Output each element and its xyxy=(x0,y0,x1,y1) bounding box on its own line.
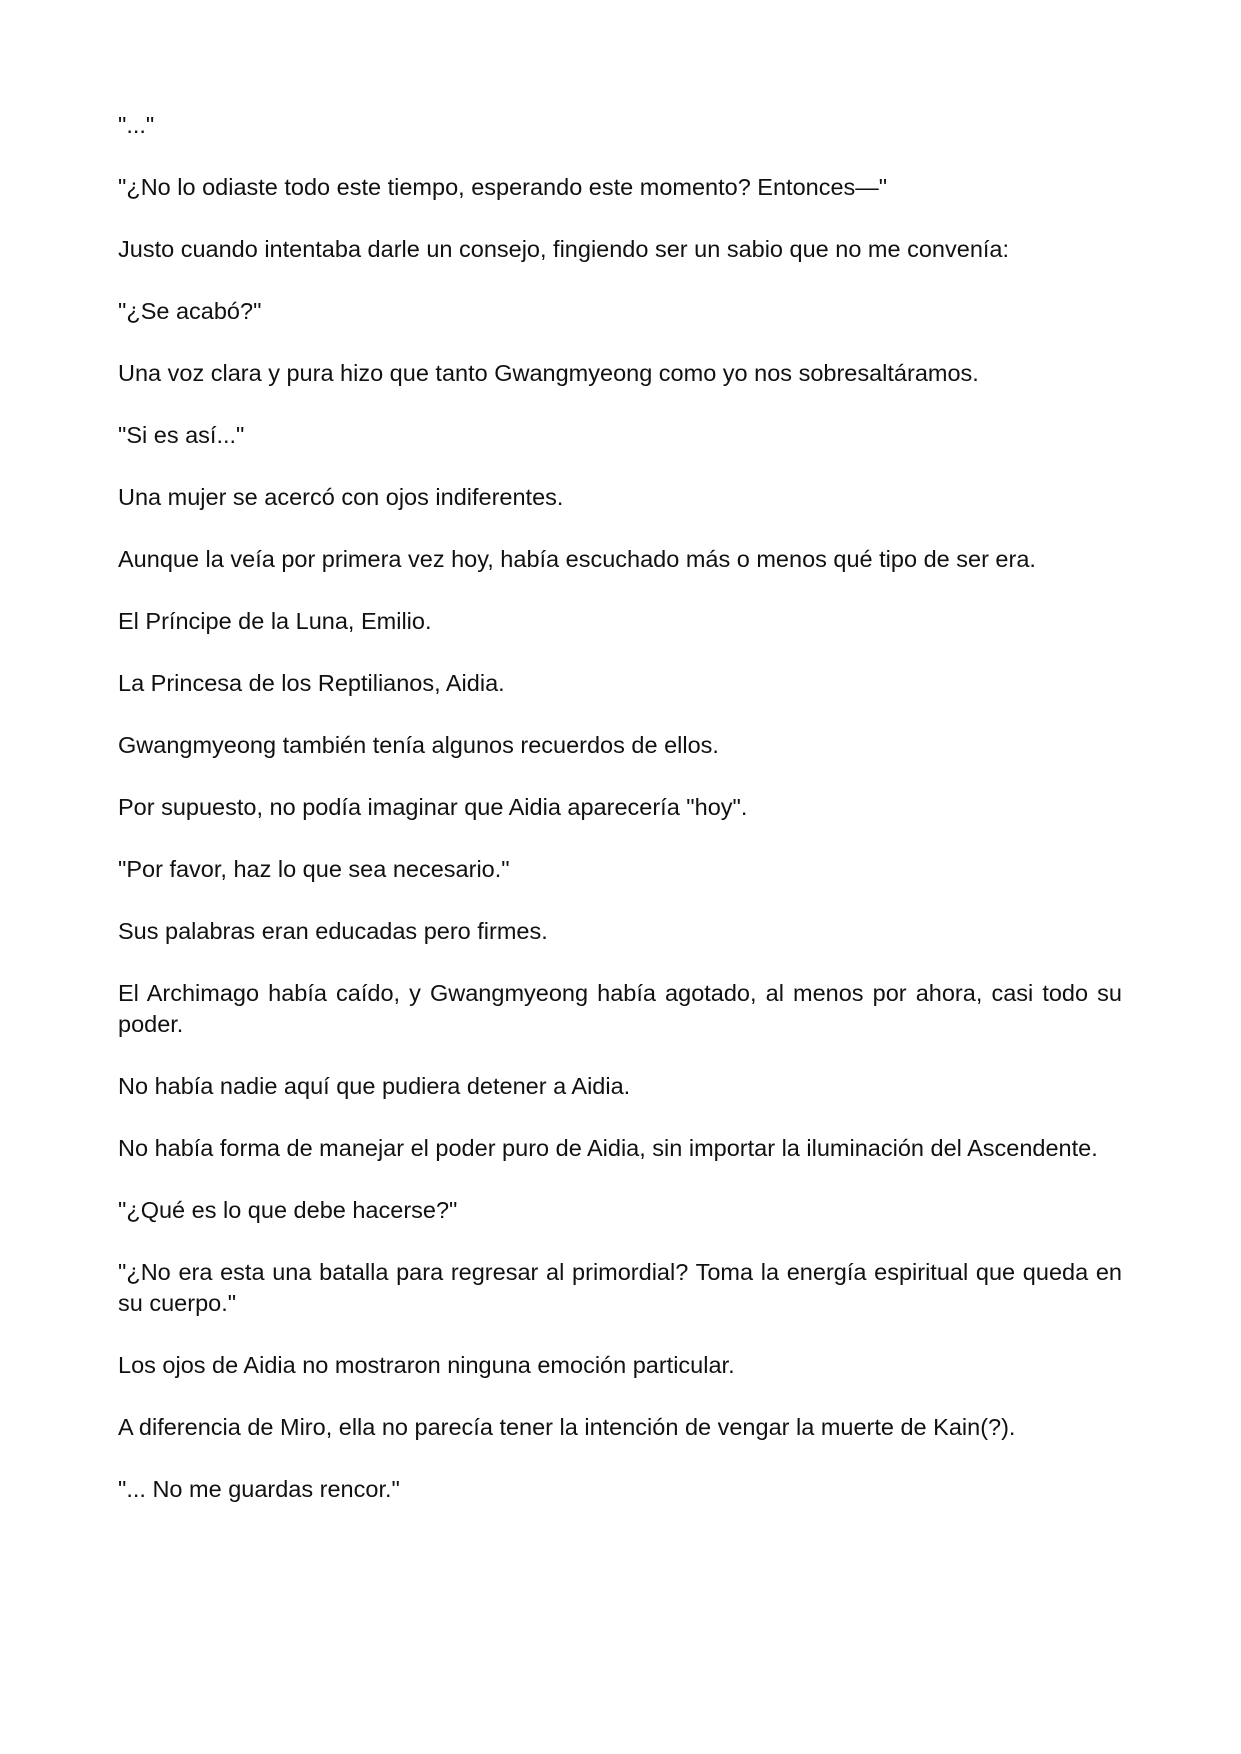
paragraph: Justo cuando intentaba darle un consejo, fingiendo ser un sabio que no me convenía: xyxy=(118,236,1010,262)
paragraph: No había nadie aquí que pudiera detener a Aidia. xyxy=(118,1073,631,1099)
paragraph: Una voz clara y pura hizo que tanto Gwangmyeong como yo nos sobresaltáramos. xyxy=(118,360,979,386)
paragraph: "..." xyxy=(118,112,155,138)
document-page xyxy=(118,110,1122,1536)
paragraph: "Por favor, haz lo que sea necesario." xyxy=(118,856,510,882)
paragraph: A diferencia de Miro, ella no parecía tener la intención de vengar la muerte de Kain(?). xyxy=(118,1414,1016,1440)
paragraph: No había forma de manejar el poder puro de Aidia, sin importar la iluminación del Ascendente. xyxy=(118,1135,1098,1161)
paragraph: Una mujer se acercó con ojos indiferentes. xyxy=(118,484,564,510)
paragraph: La Princesa de los Reptilianos, Aidia. xyxy=(118,670,505,696)
paragraph: Por supuesto, no podía imaginar que Aidia aparecería "hoy". xyxy=(118,794,748,820)
paragraph: "¿No lo odiaste todo este tiempo, esperando este momento? Entonces—" xyxy=(118,174,888,200)
paragraph: Gwangmyeong también tenía algunos recuerdos de ellos. xyxy=(118,732,719,758)
paragraph: El Príncipe de la Luna, Emilio. xyxy=(118,608,432,634)
paragraph: "¿Se acabó?" xyxy=(118,298,262,324)
paragraph: Sus palabras eran educadas pero firmes. xyxy=(118,918,548,944)
paragraph: "... No me guardas rencor." xyxy=(118,1476,400,1502)
paragraph: Aunque la veía por primera vez hoy, había escuchado más o menos qué tipo de ser era. xyxy=(118,546,1036,572)
paragraph: "¿Qué es lo que debe hacerse?" xyxy=(118,1197,458,1223)
paragraph: Los ojos de Aidia no mostraron ninguna emoción particular. xyxy=(118,1352,735,1378)
paragraph: "¿No era esta una batalla para regresar al primordial? Toma la energía espiritual que queda en su cuerpo." xyxy=(118,1259,1122,1316)
paragraph: El Archimago había caído, y Gwangmyeong había agotado, al menos por ahora, casi todo su poder. xyxy=(118,980,1122,1037)
paragraph: "Si es así..." xyxy=(118,422,245,448)
